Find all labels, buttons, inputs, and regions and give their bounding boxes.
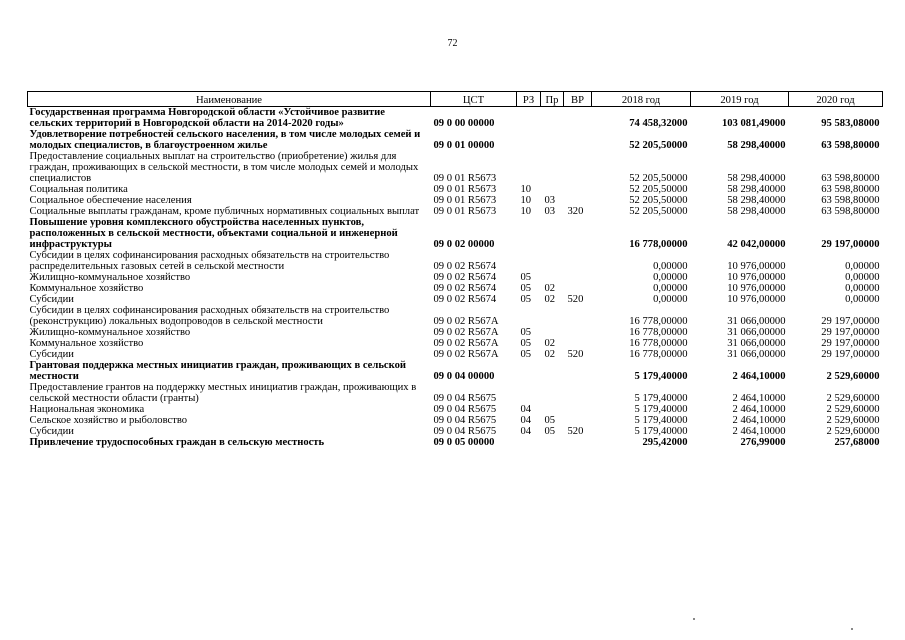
cell-vr (564, 250, 592, 272)
cell-cst: 09 0 02 R567A (433, 316, 499, 327)
cell-pr (541, 184, 564, 195)
cell-2018: 16 778,00000 (629, 338, 688, 349)
header-name: Наименование (28, 92, 431, 107)
table-row (28, 272, 883, 283)
cell-rz: 05 (520, 349, 532, 360)
cell-name: Социальные выплаты гражданам, кроме публичных нормативных социальных выплат (29, 206, 420, 217)
cell-2020: 95 583,08000 (789, 107, 883, 130)
cell-cst: 09 0 04 R5675 (433, 426, 497, 437)
cell-cst: 09 0 02 R5674 (433, 261, 497, 272)
cell-cst: 09 0 00 00000 (431, 107, 517, 130)
cell-pr (541, 404, 564, 415)
table-row (28, 415, 883, 426)
cell-2020: 29 197,00000 (821, 327, 880, 338)
cell-rz (517, 129, 541, 151)
cell-name: Субсидии (29, 426, 74, 437)
cell-rz: 04 (520, 415, 532, 426)
cell-vr (564, 107, 592, 130)
cell-2019: 2 464,10000 (732, 371, 786, 382)
table-row (28, 129, 883, 151)
cell-pr: 05 (544, 426, 556, 437)
cell-name: Национальная экономика (29, 404, 145, 415)
cell-2019: 10 976,00000 (727, 261, 786, 272)
cell-2020: 63 598,80000 (821, 195, 880, 206)
cell-2018: 5 179,40000 (634, 393, 688, 404)
cell-2020: 2 529,60000 (826, 426, 880, 437)
cell-vr: 520 (567, 349, 584, 360)
cell-cst: 09 0 05 00000 (433, 437, 495, 448)
cell-pr (541, 327, 564, 338)
cell-rz (517, 151, 541, 184)
cell-vr: 320 (567, 206, 584, 217)
cell-rz (517, 437, 541, 448)
cell-pr: 02 (544, 349, 556, 360)
cell-rz (517, 217, 541, 250)
cell-name: Коммунальное хозяйство (29, 338, 144, 349)
cell-vr: 520 (567, 426, 584, 437)
cell-2018: 0,00000 (653, 294, 688, 305)
cell-2019: 42 042,00000 (727, 239, 786, 250)
cell-2019: 10 976,00000 (727, 283, 786, 294)
table-row (28, 327, 883, 338)
cell-2020: 63 598,80000 (821, 206, 880, 217)
cell-cst: 09 0 04 R5675 (433, 393, 497, 404)
cell-2018: 0,00000 (653, 283, 688, 294)
header-vr: ВР (564, 92, 592, 107)
cell-2020: 2 529,60000 (826, 371, 880, 382)
cell-name: Субсидии в целях софинансирования расходных обязательств на строительство распределительных газовых сетей в сельской местности (29, 250, 390, 272)
table-row (28, 184, 883, 195)
cell-2019: 58 298,40000 (727, 206, 786, 217)
cell-cst: 09 0 01 R5673 (433, 195, 497, 206)
cell-cst: 09 0 02 R567A (433, 327, 499, 338)
cell-pr (541, 437, 564, 448)
table-row (28, 338, 883, 349)
cell-rz (517, 250, 541, 272)
cell-2018: 16 778,00000 (629, 239, 688, 250)
cell-cst: 09 0 01 R5673 (433, 173, 497, 184)
header-2019: 2019 год (691, 92, 789, 107)
cell-name: Жилищно-коммунальное хозяйство (29, 272, 191, 283)
cell-name: Предоставление грантов на поддержку местных инициатив граждан, проживающих в сельской местности области (гранты) (29, 382, 417, 404)
cell-pr (541, 382, 564, 404)
cell-name: Государственная программа Новгородской области «Устойчивое развитие сельских территорий в Новгородской области на 2014-2020 годы» (28, 107, 431, 130)
cell-rz (517, 382, 541, 404)
cell-vr (564, 415, 592, 426)
cell-rz: 10 (520, 184, 532, 195)
cell-cst: 09 0 02 R567A (433, 338, 499, 349)
cell-2019: 2 464,10000 (732, 393, 786, 404)
cell-2018: 5 179,40000 (634, 415, 688, 426)
cell-cst: 09 0 04 00000 (433, 371, 495, 382)
cell-cst: 09 0 02 R5674 (433, 272, 497, 283)
cell-vr (564, 437, 592, 448)
cell-2018: 295,42000 (642, 437, 688, 448)
cell-vr (564, 305, 592, 327)
cell-2020: 29 197,00000 (821, 239, 880, 250)
cell-cst: 09 0 02 00000 (433, 239, 495, 250)
cell-2019: 31 066,00000 (727, 316, 786, 327)
cell-vr (564, 129, 592, 151)
cell-vr (564, 217, 592, 250)
cell-2018: 52 205,50000 (629, 195, 688, 206)
table-row (28, 426, 883, 437)
cell-name: Субсидии (29, 349, 74, 360)
cell-pr: 02 (544, 338, 556, 349)
cell-pr (541, 360, 564, 382)
cell-name: Предоставление социальных выплат на строительство (приобретение) жилья для граждан, проживающих в сельской местности, в том числе молодых семей и молодых специалистов (29, 151, 419, 184)
cell-2020: 0,00000 (845, 294, 880, 305)
cell-pr: 05 (544, 415, 556, 426)
cell-2020: 257,68000 (834, 437, 880, 448)
cell-2018: 52 205,50000 (629, 173, 688, 184)
cell-2019: 31 066,00000 (727, 349, 786, 360)
table-row (28, 404, 883, 415)
cell-2018: 52 205,50000 (629, 206, 688, 217)
cell-name: Грантовая поддержка местных инициатив граждан, проживающих в сельской местности (29, 360, 407, 382)
table-row (28, 305, 883, 327)
cell-rz: 05 (520, 327, 532, 338)
cell-pr: 03 (544, 206, 556, 217)
cell-cst: 09 0 01 R5673 (433, 184, 497, 195)
cell-2019: 276,99000 (740, 437, 786, 448)
cell-2020: 0,00000 (845, 283, 880, 294)
table-row (28, 294, 883, 305)
cell-2018: 5 179,40000 (634, 426, 688, 437)
cell-2020: 29 197,00000 (821, 316, 880, 327)
table-row (28, 349, 883, 360)
cell-pr: 02 (544, 294, 556, 305)
cell-name: Повышение уровня комплексного обустройства населенных пунктов, расположенных в сельской местности, объектами социальной и инженерной инфраструктуры (29, 217, 398, 250)
cell-2020: 63 598,80000 (821, 173, 880, 184)
cell-vr (564, 327, 592, 338)
table-row (28, 107, 883, 130)
table-row (28, 360, 883, 382)
cell-2018: 16 778,00000 (629, 327, 688, 338)
cell-cst: 09 0 01 00000 (433, 140, 495, 151)
table-body (28, 107, 883, 449)
cell-vr: 520 (567, 294, 584, 305)
cell-rz: 10 (520, 195, 532, 206)
cell-name: Субсидии (29, 294, 74, 305)
header-cst: ЦСТ (431, 92, 517, 107)
budget-table (27, 91, 883, 448)
cell-2019: 31 066,00000 (727, 327, 786, 338)
cell-rz: 05 (520, 272, 532, 283)
scan-mark (851, 628, 853, 630)
cell-2020: 2 529,60000 (826, 393, 880, 404)
cell-2019: 58 298,40000 (727, 140, 786, 151)
cell-2018: 5 179,40000 (634, 371, 688, 382)
table-header-row (28, 92, 883, 107)
cell-pr (541, 250, 564, 272)
cell-rz: 05 (520, 283, 532, 294)
table-row (28, 217, 883, 250)
cell-pr (541, 272, 564, 283)
cell-vr (564, 272, 592, 283)
cell-name: Субсидии в целях софинансирования расходных обязательств на строительство (реконструкцию) локальных водопроводов в сельской местности (29, 305, 390, 327)
cell-vr (564, 283, 592, 294)
table-row (28, 382, 883, 404)
cell-pr (541, 151, 564, 184)
cell-2019: 10 976,00000 (727, 294, 786, 305)
cell-2018: 0,00000 (653, 272, 688, 283)
cell-pr (541, 217, 564, 250)
cell-2019: 58 298,40000 (727, 195, 786, 206)
cell-2019: 103 081,49000 (691, 107, 789, 130)
cell-2018: 16 778,00000 (629, 349, 688, 360)
cell-2018: 52 205,50000 (629, 184, 688, 195)
cell-2020: 29 197,00000 (821, 338, 880, 349)
cell-2018: 0,00000 (653, 261, 688, 272)
cell-rz (517, 360, 541, 382)
cell-2019: 2 464,10000 (732, 426, 786, 437)
cell-2020: 0,00000 (845, 272, 880, 283)
table-row (28, 250, 883, 272)
cell-pr (541, 305, 564, 327)
cell-rz: 05 (520, 294, 532, 305)
cell-2020: 29 197,00000 (821, 349, 880, 360)
scan-mark (693, 618, 695, 620)
cell-2019: 58 298,40000 (727, 173, 786, 184)
cell-name: Социальное обеспечение населения (29, 195, 192, 206)
page-number: 72 (447, 38, 458, 49)
cell-vr (564, 184, 592, 195)
cell-2018: 74 458,32000 (592, 107, 691, 130)
cell-name: Сельское хозяйство и рыболовство (29, 415, 188, 426)
cell-name: Социальная политика (29, 184, 128, 195)
table-row (28, 206, 883, 217)
cell-2019: 10 976,00000 (727, 272, 786, 283)
cell-rz: 04 (520, 404, 532, 415)
cell-name: Удовлетворение потребностей сельского населения, в том числе молодых семей и молодых специалистов, в благоустроенном жилье (29, 129, 421, 151)
cell-2019: 2 464,10000 (732, 415, 786, 426)
cell-cst: 09 0 02 R5674 (433, 294, 497, 305)
cell-2020: 0,00000 (845, 261, 880, 272)
cell-cst: 09 0 04 R5675 (433, 404, 497, 415)
cell-2020: 63 598,80000 (821, 140, 880, 151)
header-rz: РЗ (517, 92, 541, 107)
cell-name: Жилищно-коммунальное хозяйство (29, 327, 191, 338)
table-row (28, 283, 883, 294)
cell-2019: 31 066,00000 (727, 338, 786, 349)
cell-2018: 5 179,40000 (634, 404, 688, 415)
cell-pr: 03 (544, 195, 556, 206)
cell-2020: 2 529,60000 (826, 415, 880, 426)
cell-rz: 04 (520, 426, 532, 437)
cell-pr (541, 107, 564, 130)
cell-rz: 10 (520, 206, 532, 217)
cell-vr (564, 382, 592, 404)
cell-vr (564, 360, 592, 382)
cell-2019: 2 464,10000 (732, 404, 786, 415)
cell-vr (564, 151, 592, 184)
cell-cst: 09 0 04 R5675 (433, 415, 497, 426)
cell-vr (564, 195, 592, 206)
table-row (28, 195, 883, 206)
cell-pr: 02 (544, 283, 556, 294)
cell-cst: 09 0 01 R5673 (433, 206, 497, 217)
cell-name: Привлечение трудоспособных граждан в сельскую местность (29, 437, 325, 448)
cell-rz: 05 (520, 338, 532, 349)
cell-2020: 63 598,80000 (821, 184, 880, 195)
header-2018: 2018 год (592, 92, 691, 107)
cell-vr (564, 338, 592, 349)
table-row (28, 437, 883, 448)
cell-cst: 09 0 02 R5674 (433, 283, 497, 294)
cell-rz (517, 305, 541, 327)
cell-rz (517, 107, 541, 130)
cell-2018: 52 205,50000 (629, 140, 688, 151)
cell-2019: 58 298,40000 (727, 184, 786, 195)
cell-pr (541, 129, 564, 151)
cell-2018: 16 778,00000 (629, 316, 688, 327)
header-2020: 2020 год (789, 92, 883, 107)
table-row (28, 151, 883, 184)
header-pr: Пр (541, 92, 564, 107)
cell-name: Коммунальное хозяйство (29, 283, 144, 294)
cell-2020: 2 529,60000 (826, 404, 880, 415)
cell-cst: 09 0 02 R567A (433, 349, 499, 360)
cell-vr (564, 404, 592, 415)
